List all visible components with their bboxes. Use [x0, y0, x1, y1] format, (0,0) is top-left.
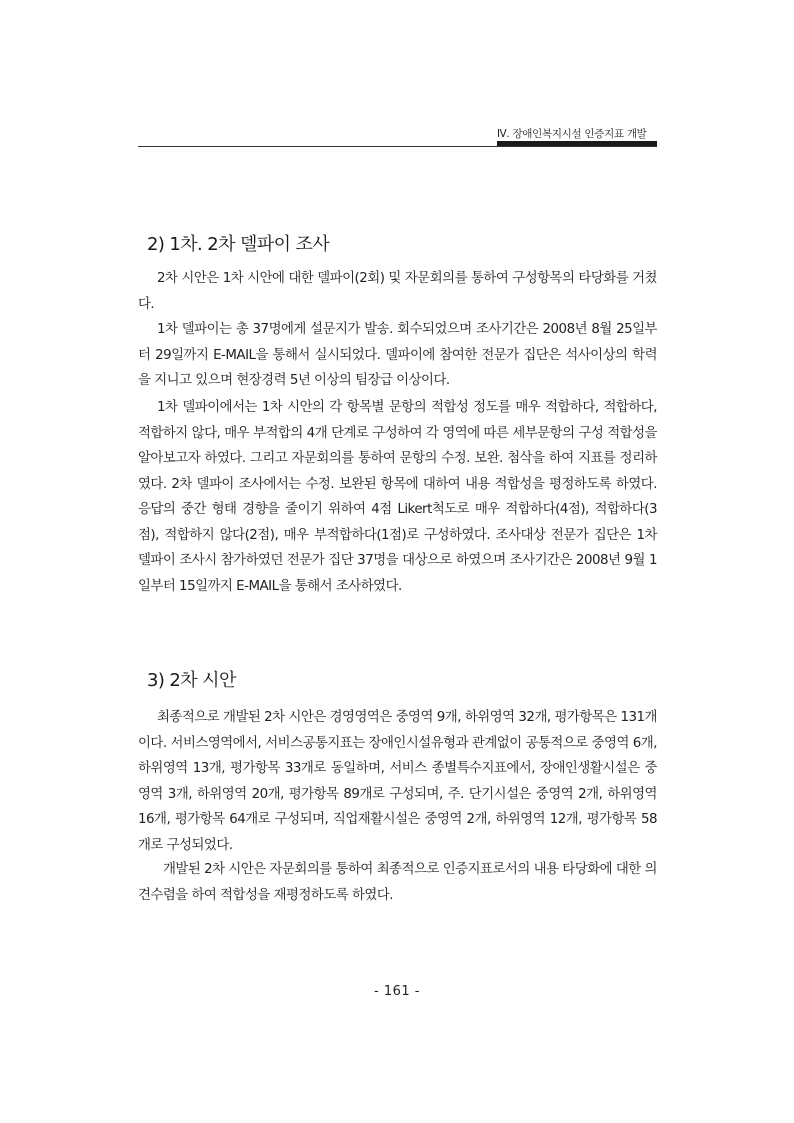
paragraph-second-draft-review: 개발된 2차 시안은 자문회의를 통하여 최종적으로 인증지표로서의 내용 타당화에 대한 의견수렴을 하여 적합성을 재평정하도록 하였다. — [138, 862, 657, 903]
page-number: - 161 - — [374, 984, 420, 999]
header-rule-accent — [497, 141, 657, 146]
paragraph-delphi-method: 1차 델파이에서는 1차 시안의 각 항목별 문항의 적합성 정도를 매우 적합하다, 적합하다, 적합하지 않다, 매우 부적합의 4개 단계로 구성하여 각 영역에 따른 세부문항의 구성 적합성을 알아보고자 하였다. 그리고 자문회의를 통하여 문항의 수정. 보완. 첨삭을 하여 지표를 정리하였다. 2차 델파이 조사에서는 수정. 보완된 항목에 대하여 내용 적합성을 평정하도록 하였다. 응답의 중간 형태 경향을 줄이기 위하여 4점 Likert척도로 매우 적합하다(4점), 적합하다(3점), 적합하지 않다(2점), 매우 부적합하다(1점)로 구성하였다. 조사대상 전문가 집단은 1차 델파이 조사시 참가하였던 전문가 집단 37명을 대상으로 하였으며 조사기간은 2008년 9월 1일부터 15일까지 E-MAIL을 통해서 조사하였다. — [138, 400, 657, 594]
paragraph-delphi-first-round: 1차 델파이는 총 37명에게 설문지가 발송. 회수되었으며 조사기간은 2008년 8월 25일부터 29일까지 E-MAIL을 통해서 실시되었다. 델파이에 참여한 전문가 집단은 석사이상의 학력을 지니고 있으며 현장경력 5년 이상의 팀장급 이상이다. — [138, 322, 657, 388]
section-heading-second-draft: 3) 2차 시안 — [147, 670, 236, 691]
paragraph-delphi-intro: 2차 시안은 1차 시안에 대한 델파이(2회) 및 자문회의를 통하여 구성항목의 타당화를 거쳤다. — [138, 271, 657, 312]
header-rule — [138, 146, 657, 147]
running-header: Ⅳ. 장애인복지시설 인증지표 개발 — [497, 128, 647, 140]
paragraph-second-draft-summary: 최종적으로 개발된 2차 시안은 경영영역은 중영역 9개, 하위영역 32개, 평가항목은 131개이다. 서비스영역에서, 서비스공통지표는 장애인시설유형과 관계없이 공통적으로 중영역 6개, 하위영역 13개, 평가항목 33개로 동일하며, 서비스 종별특수지표에서, 장애인생활시설은 중영역 3개, 하위영역 20개, 평가항목 89개로 구성되며, 주. 단기시설은 중영역 2개, 하위영역 16개, 평가항목 64개로 구성되며, 직업재활시설은 중영역 2개, 하위영역 12개, 평가항목 58개로 구성되었다. — [138, 710, 657, 853]
section-heading-delphi: 2) 1차. 2차 델파이 조사 — [147, 234, 330, 255]
